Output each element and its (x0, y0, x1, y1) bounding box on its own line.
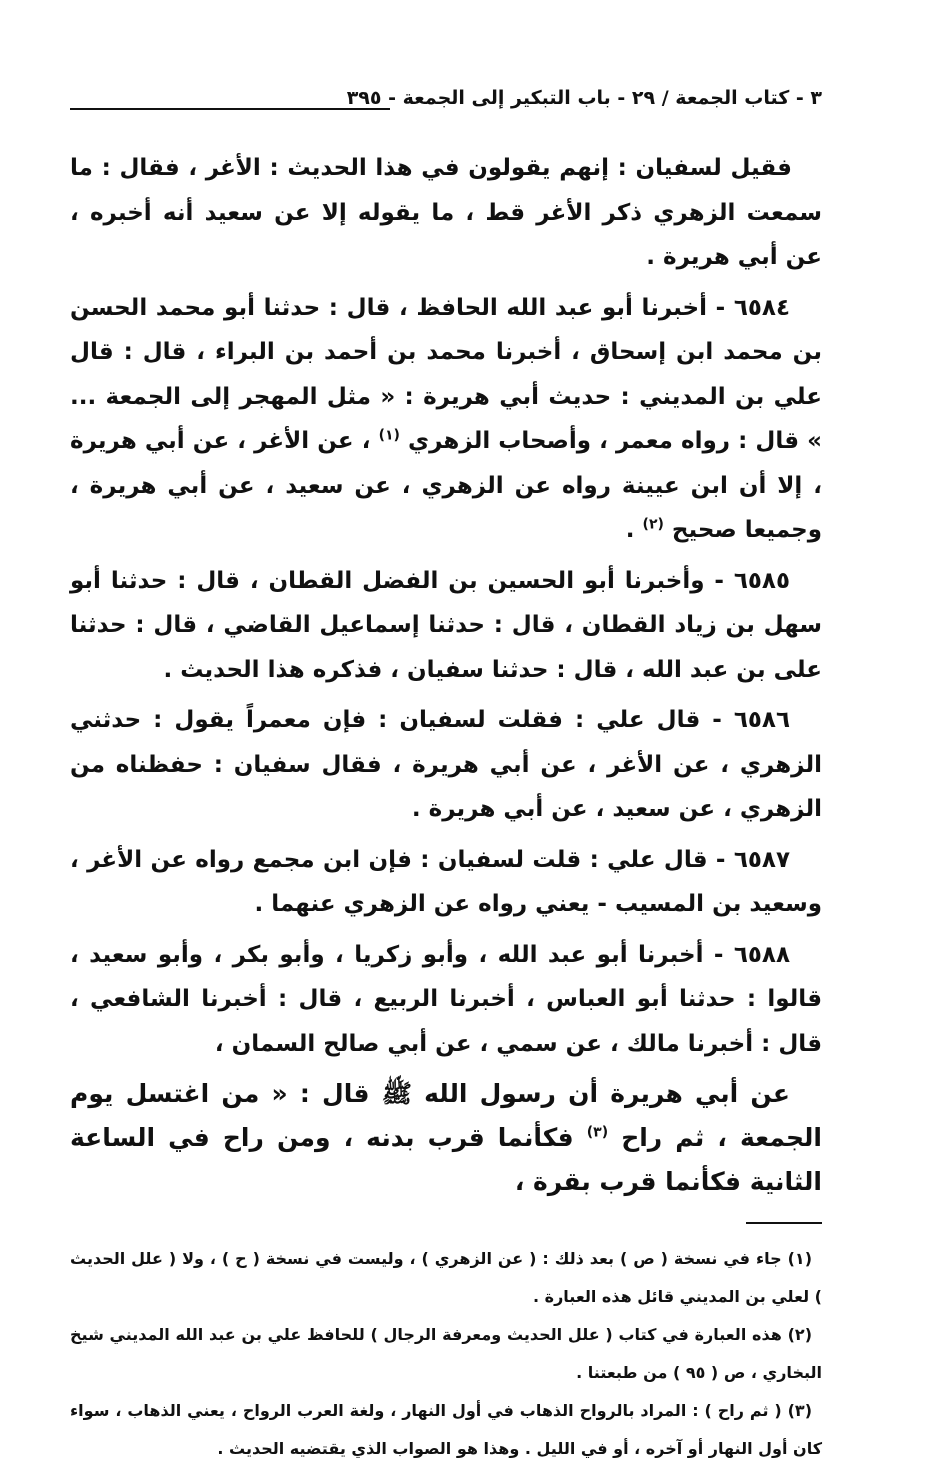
footnote-separator (746, 1222, 822, 1224)
running-header (70, 78, 822, 118)
footnotes (70, 1240, 822, 1468)
hadith-6586: ٦٥٨٦ - قال علي : فقلت لسفيان : فإن معمراً يقول : حدثني الزهري ، عن الأغر ، عن أبي هريرة ، فقال سفيان : حفظناه من الزهري ، عن سعيد ، عن أبي هريرة . (70, 707, 822, 822)
main-text (70, 146, 822, 1204)
hadith-text-part-a: عن أبي هريرة أن رسول الله ﷺ قال : « من اغتسل يوم الجمعة ، ثم راح (70, 1079, 822, 1152)
hadith-6584 (70, 286, 822, 553)
hadith-6587: ٦٥٨٧ - قال علي : قلت لسفيان : فإن ابن مجمع رواه عن الأغر ، وسعيد بن المسيب - يعني رواه عن الزهري عنهما . (70, 846, 822, 917)
footnote-ref-2: (٢) (642, 516, 664, 533)
hadith-text (70, 1072, 822, 1204)
book-page (70, 78, 822, 1468)
running-title: ٣ - كتاب الجمعة / ٢٩ - باب التبكير إلى الجمعة - ٣٩٥ (346, 87, 822, 109)
footnote-1: (١) جاء في نسخة ( ص ) بعد ذلك : ( عن الزهري ) ، وليست في نسخة ( ح ) ، ولا ( علل الحديث ) لعلي بن المديني قائل هذه العبارة . (70, 1249, 822, 1306)
footnote-3: (٣) ( ثم راح ) : المراد بالرواح الذهاب في أول النهار ، ولغة العرب الرواح ، يعني الذهاب ، سواء كان أول النهار أو آخره ، أو في الليل . وهذا هو الصواب الذي يقتضيه الحديث . (70, 1401, 822, 1458)
hadith-6584-part-c: . (625, 517, 635, 543)
hadith-6585: ٦٥٨٥ - وأخبرنا أبو الحسين بن الفضل القطان ، قال : حدثنا أبو سهل بن زياد القطان ، قال : حدثنا إسماعيل القاضي ، قال : حدثنا على بن عبد الله ، قال : حدثنا سفيان ، فذكره هذا الحديث . (70, 567, 822, 683)
footnote-ref-1: (١) (378, 427, 400, 444)
footnote-ref-3: (٣) (586, 1124, 609, 1141)
hadith-6588: ٦٥٨٨ - أخبرنا أبو عبد الله ، وأبو زكريا ، وأبو بكر ، وأبو سعيد ، قالوا : حدثنا أبو العباس ، أخبرنا الربيع ، قال : أخبرنا الشافعي ، قال : أخبرنا مالك ، عن سمي ، عن أبي صالح السمان ، (70, 941, 822, 1057)
hadith-text-part-b: فكأنما قرب بدنه ، ومن راح في الساعة الثانية فكأنما قرب بقرة ، (70, 1123, 822, 1196)
header-rule (70, 108, 390, 110)
hadith-6584-part-b: ، عن الأغر ، عن أبي هريرة ، إلا أن ابن عيينة رواه عن الزهري ، عن سعيد ، عن أبي هريرة ، وجميعا صحيح (70, 428, 822, 543)
hadith-6584-part-a: ٦٥٨٤ - أخبرنا أبو عبد الله الحافظ ، قال : حدثنا أبو محمد الحسن بن محمد ابن إسحاق ، أخبرنا محمد بن أحمد بن البراء ، قال : قال علي بن المديني : حديث أبي هريرة : « مثل المهجر إلى الجمعة ... » قال : رواه معمر ، وأصحاب الزهري (70, 294, 823, 454)
footnote-2: (٢) هذه العبارة في كتاب ( علل الحديث ومعرفة الرجال ) للحافظ علي بن عبد الله المديني شيخ البخاري ، ص ( ٩٥ ) من طبعتنا . (70, 1325, 822, 1382)
paragraph-intro: فقيل لسفيان : إنهم يقولون في هذا الحديث : الأغر ، فقال : ما سمعت الزهري ذكر الأغر قط ، ما يقوله إلا عن سعيد أنه أخبره ، عن أبي هريرة . (70, 155, 822, 270)
